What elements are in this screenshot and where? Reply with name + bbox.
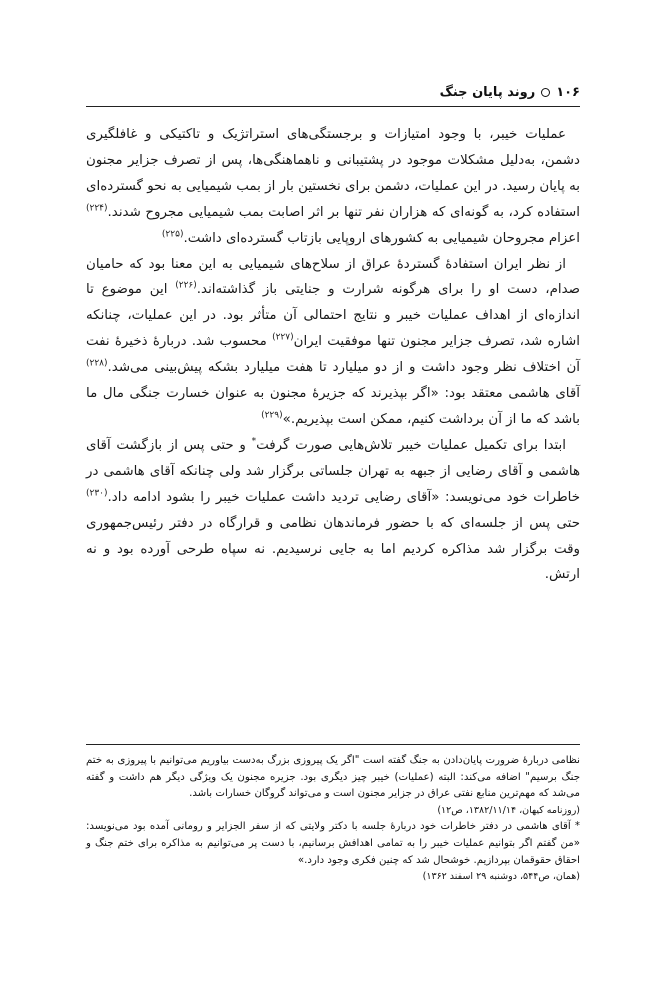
circle-ornament-icon (541, 88, 550, 97)
footnote-1-source: (روزنامه کیهان، ۱۳۸۲/۱۱/۱۴، ص۱۲) (437, 804, 580, 816)
footnote-ref: (۲۲۶) (175, 280, 197, 291)
paragraph-3-text: و حتی پس از بازگشت آقای هاشمی و آقای رضایی از جبهه به تهران جلساتی برگزار شد ولی چنانکه آقای هاشمی در خاطرات خود می‌نویسد: «آقای رضایی تردید داشت عملیات خیبر را بشود ادامه داد. (86, 437, 580, 505)
footnote-ref: (۲۳۰) (86, 488, 108, 499)
paragraph-3 (86, 433, 580, 588)
paragraph-2-text: محسوب شد. دربارهٔ ذخیرهٔ نفت آن اختلاف نظر وجود داشت و از دو میلیارد تا هفت میلیارد بشکه پیش‌بینی می‌شد. (86, 334, 580, 376)
paragraph-2-text: آقای هاشمی معتقد بود: «اگر بپذیرند که جزیرهٔ مجنون به عنوان خسارت جنگی مال ما باشد که ما از آن برداشت کنیم، ممکن است بپذیریم.» (86, 386, 580, 427)
footnote-ref: (۲۲۵) (161, 229, 184, 240)
footnotes (86, 753, 580, 886)
header-divider (86, 106, 580, 107)
paragraph-2-text: این موضوع تا اندازه‌ای از اهداف عملیات خیبر و نتایج احتمالی آن متأثر بود. در این عملیات، چنانکه اشاره شد، تصرف جزایر مجنون تنها موفقیت ایران (86, 282, 580, 350)
paragraph-3-text: ابتدا برای تکمیل عملیات خیبر تلاش‌هایی صورت گرفت (256, 437, 566, 453)
footnote-divider (86, 744, 580, 745)
running-title: روند پایان جنگ (439, 84, 536, 100)
footnote-ref: (۲۲۷) (272, 332, 294, 343)
footnote-2-source: (همان، ص۵۴۴، دوشنبه ۲۹ اسفند ۱۳۶۲) (422, 871, 580, 883)
footnote-1 (86, 753, 580, 819)
footnote-ref: (۲۲۴) (86, 203, 108, 214)
footnote-ref: (۲۲۸) (86, 358, 108, 369)
footnote-ref: (۲۲۹) (261, 410, 283, 421)
footnote-star-ref: * (251, 436, 257, 447)
paragraph-1-text: عملیات خیبر، با وجود امتیازات و برجستگی‌های استراتژیک و تاکتیکی و غافلگیری دشمن، به‌دلیل مشکلات موجود در پشتیبانی و ناهماهنگی‌ها، پس از تصرف جزایر مجنون به پایان رسید. در این عملیات، دشمن برای نخستین بار از بمب شیمیایی به نحو گسترده‌ای استفاده کرد، به گونه‌ای که هزاران نفر تنها بر اثر اصابت بمب شیمیایی مجروح شدند. (86, 127, 580, 220)
main-text (86, 122, 580, 588)
paragraph-2 (86, 252, 580, 433)
paragraph-1-tail: اعزام مجروحان شیمیایی به کشورهای اروپایی بازتاب گسترده‌ای داشت. (183, 230, 580, 246)
running-header (86, 82, 580, 102)
paragraph-1 (86, 122, 580, 252)
footnote-2 (86, 819, 580, 885)
page-number: ۱۰۶ (556, 84, 580, 100)
paragraph-3-text: حتی پس از جلسه‌ای که با حضور فرماندهان نظامی و قرارگاه در دفتر رئیس‌جمهوری وقت برگزار شد مذاکره کردیم اما به جایی نرسیدیم. نه سپاه طرحی آورده بود و نه ارتش. (86, 515, 580, 583)
footnote-1-text: نظامی دربارهٔ ضرورت پایان‌دادن به جنگ گفته است "اگر یک پیروزی بزرگ به‌دست بیاوریم می‌توانیم با پیروزی به ختم جنگ برسیم" اضافه می‌کند: البته (عملیات) خیبر چیز دیگری بود. جزیره مجنون یک ویژگی دیگر هم داشت و گفته می‌شد که مهم‌ترین منابع نفتی عراق در جزایر مجنون است و می‌تواند گروگان خسارات باشد. (86, 755, 580, 800)
paragraph-2-text: از نظر ایران استفادهٔ گستردهٔ عراق از سلاح‌های شیمیایی به این معنا بود که حامیان صدام، دست او را برای هرگونه شرارت و جنایتی باز گذاشته‌اند. (86, 256, 580, 298)
footnote-2-text: * آقای هاشمی در دفتر خاطرات خود دربارهٔ جلسه با دکتر ولایتی که از سفر الجزایر و رومانی آمده بود می‌نویسد: «من گفتم اگر بتوانیم عملیات خیبر را به تمامی اهدافش برسانیم، با دست پر می‌توانیم به مذاکره برای ختم جنگ و احقاق حقوقمان بپردازیم. خوشحال شد که چنین فکری وجود دارد.» (86, 821, 580, 866)
